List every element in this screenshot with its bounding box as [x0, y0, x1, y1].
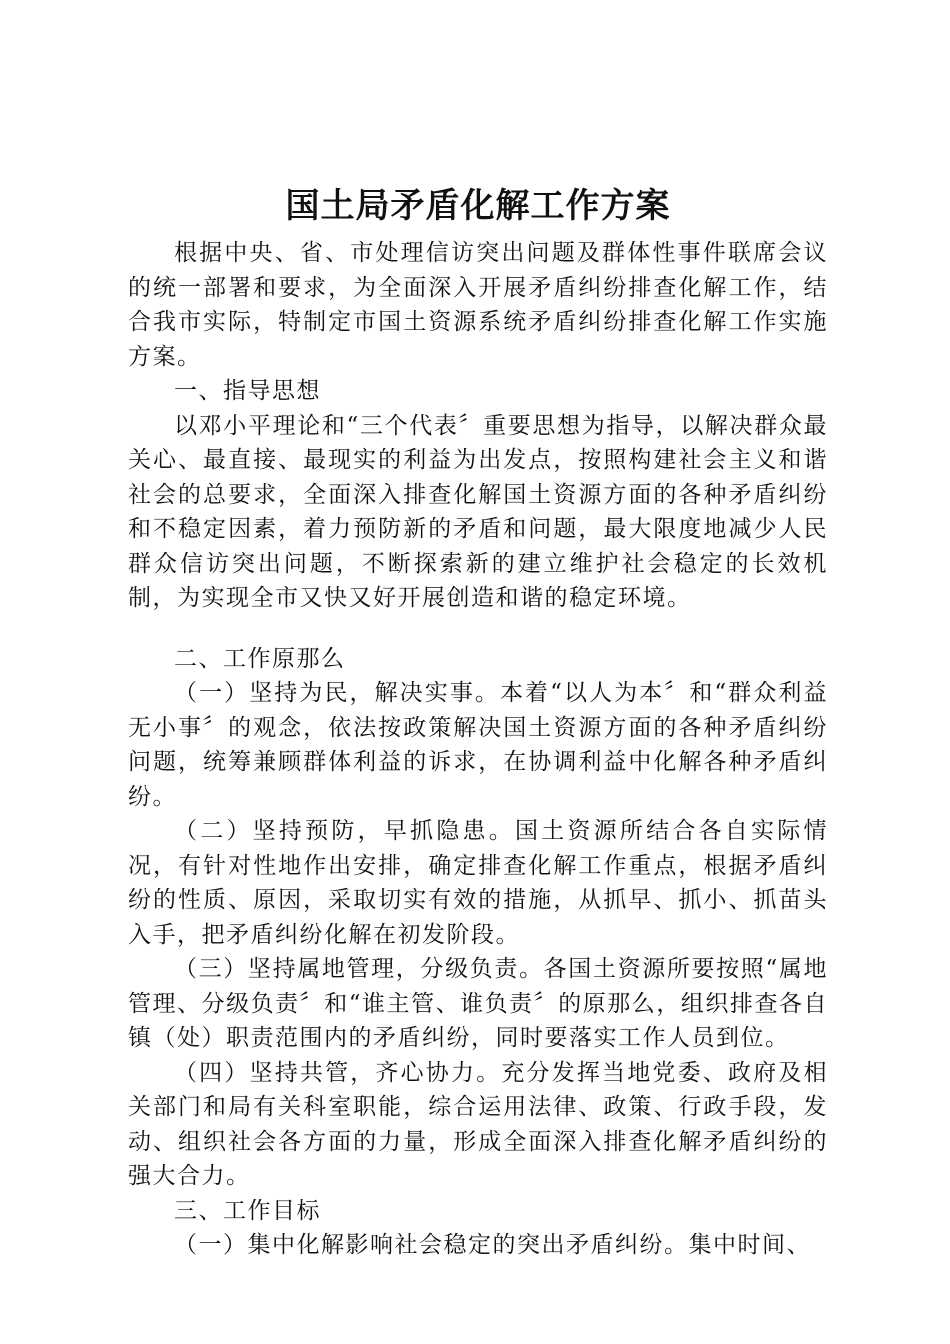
- section-paragraph: （一）坚持为民，解决实事。本着“以人为本〞和“群众利益无小事〞的观念，依法按政策解决国土资源方面的各种矛盾纠纷问题，统筹兼顾群体利益的诉求，在协调利益中化解各种矛盾纠纷。: [128, 680, 828, 810]
- intro-paragraph: 根据中央、省、市处理信访突出问题及群体性事件联席会议的统一部署和要求，为全面深入开展矛盾纠纷排查化解工作，结合我市实际，特制定市国土资源系统矛盾纠纷排查化解工作实施方案。: [128, 240, 828, 370]
- document-page: [128, 180, 828, 1263]
- section-heading-guiding-ideology: 一、指导思想: [174, 378, 321, 404]
- section-heading-work-principles: 二、工作原那么: [174, 645, 346, 672]
- section-paragraph: （一）集中化解影响社会稳定的突出矛盾纠纷。集中时间、: [174, 1232, 811, 1258]
- document-title: 国土局矛盾化解工作方案: [285, 186, 671, 226]
- paragraph-spacer: [128, 616, 828, 642]
- section-heading-work-goals: 三、工作目标: [174, 1197, 321, 1224]
- section-paragraph: 以邓小平理论和“三个代表〞重要思想为指导，以解决群众最关心、最直接、最现实的利益为出发点，按照构建社会主义和谐社会的总要求，全面深入排查化解国土资源方面的各种矛盾纠纷和不稳定因素，着力预防新的矛盾和问题，最大限度地减少人民群众信访突出问题，不断探索新的建立维护社会稳定的长效机制，为实现全市又快又好开展创造和谐的稳定环境。: [128, 412, 828, 611]
- section-paragraph: （二）坚持预防，早抓隐患。国土资源所结合各自实际情况，有针对性地作出安排，确定排查化解工作重点，根据矛盾纠纷的性质、原因，采取切实有效的措施，从抓早、抓小、抓苗头入手，把矛盾纠纷化解在初发阶段。: [128, 818, 828, 948]
- section-paragraph: （三）坚持属地管理，分级负责。各国土资源所要按照“属地管理、分级负责〞和“谁主管、谁负责〞的原那么，组织排查各自镇（处）职责范围内的矛盾纠纷，同时要落实工作人员到位。: [128, 956, 828, 1051]
- section-paragraph: （四）坚持共管，齐心协力。充分发挥当地党委、政府及相关部门和局有关科室职能，综合运用法律、政策、行政手段，发动、组织社会各方面的力量，形成全面深入排查化解矛盾纠纷的强大合力。: [128, 1059, 828, 1189]
